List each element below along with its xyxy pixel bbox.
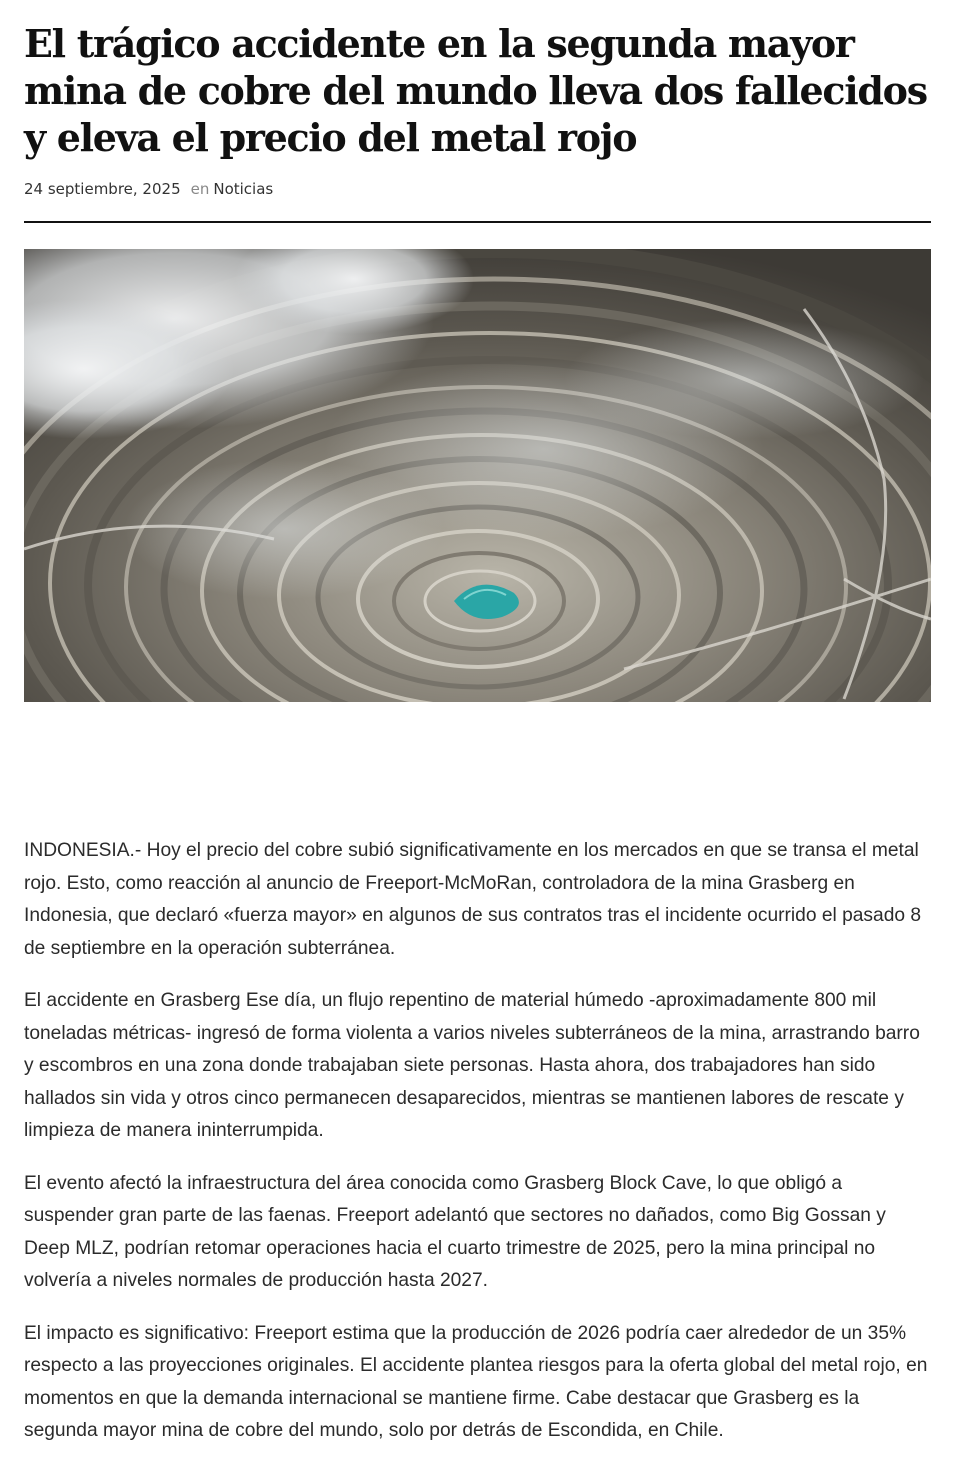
paragraph: El evento afectó la infraestructura del área conocida como Grasberg Block Cave, lo que obligó a suspender gran parte de las faenas. Freeport adelantó que sectores no dañados, como Big Gossan y Deep MLZ, podrían retomar operaciones hacia el cuarto trimestre de 2025, pero la mina principal no volvería a niveles normales de producción hasta 2027.: [24, 1172, 886, 1291]
title-divider: [24, 221, 931, 223]
paragraph: INDONESIA.- Hoy el precio del cobre subió significativamente en los mercados en que se transa el metal rojo. Esto, como reacción al anuncio de Freeport-McMoRan, controladora de la mina Grasberg en Indonesia, que declaró «fuerza mayor» en algunos de sus contratos tras el incidente ocurrido el pasado 8 de septiembre en la operación subterránea.: [24, 840, 922, 959]
open-pit-mine-photo-icon: [24, 249, 931, 702]
category-prefix: en: [190, 180, 210, 198]
article-body: [24, 835, 929, 1464]
article-title: El trágico accidente en la segunda mayor mina de cobre del mundo lleva dos fallecidos y eleva el precio del metal rojo: [24, 21, 927, 160]
article-date: 24 septiembre, 2025: [24, 180, 181, 198]
article-meta: [24, 180, 273, 198]
category-link[interactable]: Noticias: [213, 180, 274, 198]
paragraph: El impacto es significativo: Freeport estima que la producción de 2026 podría caer alrededor de un 35% respecto a las proyecciones originales. El accidente plantea riesgos para la oferta global del metal rojo, en momentos en que la demanda internacional se mantiene firme. Cabe destacar que Grasberg es la segunda mayor mina de cobre del mundo, solo por detrás de Escondida, en Chile.: [24, 1322, 928, 1441]
paragraph: El accidente en Grasberg Ese día, un flujo repentino de material húmedo -aproximadamente 800 mil toneladas métricas- ingresó de forma violenta a varios niveles subterráneos de la mina, arrastrando barro y escombros en una zona donde trabajaban siete personas. Hasta ahora, dos trabajadores han sido hallados sin vida y otros cinco permanecen desaparecidos, mientras se mantienen labores de rescate y limpieza de manera ininterrumpida.: [24, 990, 920, 1141]
